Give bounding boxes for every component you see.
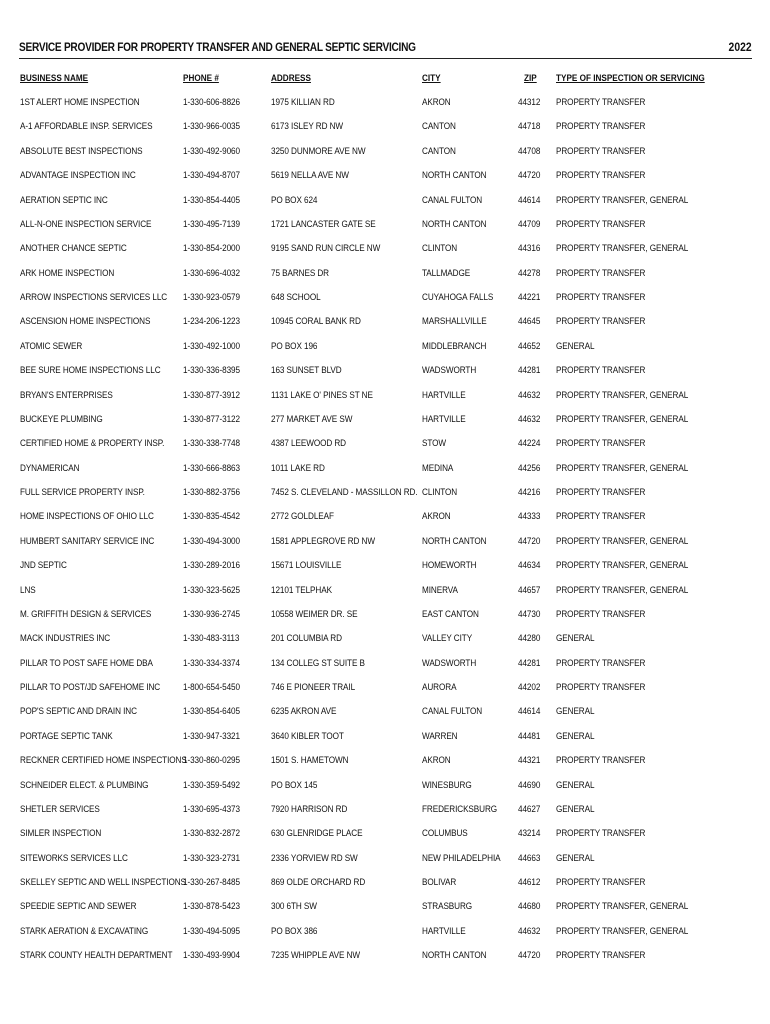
- business-name-cell: RECKNER CERTIFIED HOME INSPECTIONS: [20, 755, 187, 767]
- phone-cell: 1-330-936-2745: [183, 608, 240, 620]
- inspection-type-cell: GENERAL: [556, 633, 595, 645]
- zip-cell: 44663: [518, 852, 541, 864]
- address-cell: 746 E PIONEER TRAIL: [271, 682, 356, 693]
- phone-cell: 1-330-860-0295: [183, 755, 240, 767]
- address-cell: 5619 NELLA AVE NW: [271, 170, 349, 182]
- city-cell: EAST CANTON: [422, 608, 479, 620]
- zip-cell: 44312: [518, 97, 541, 108]
- city-cell: TALLMADGE: [422, 267, 471, 279]
- zip-cell: 44216: [518, 487, 541, 498]
- business-name-cell: ANOTHER CHANCE SEPTIC: [20, 243, 127, 255]
- table-row: [0, 676, 770, 700]
- city-cell: WARREN: [422, 730, 458, 742]
- address-cell: 6235 AKRON AVE: [271, 706, 337, 718]
- city-cell: WINESBURG: [422, 779, 472, 791]
- inspection-type-cell: PROPERTY TRANSFER, GENERAL: [556, 535, 689, 547]
- table-row: [0, 944, 770, 968]
- table-row: [0, 579, 770, 603]
- business-name-cell: SCHNEIDER ELECT. & PLUMBING: [20, 779, 149, 791]
- zip-cell: 44256: [518, 462, 541, 474]
- city-cell: MEDINA: [422, 462, 454, 474]
- business-name-cell: STARK COUNTY HEALTH DEPARTMENT: [20, 950, 173, 962]
- business-name-cell: PORTAGE SEPTIC TANK: [20, 730, 113, 742]
- table-row: [0, 774, 770, 798]
- column-header-address: ADDRESS: [271, 73, 311, 84]
- business-name-cell: JND SEPTIC: [20, 560, 67, 572]
- zip-cell: 44730: [518, 608, 541, 620]
- table-row: [0, 286, 770, 310]
- address-cell: 1501 S. HAMETOWN: [271, 755, 349, 767]
- zip-cell: 44333: [518, 511, 541, 523]
- city-cell: NORTH CANTON: [422, 218, 487, 230]
- zip-cell: 44278: [518, 267, 541, 279]
- inspection-type-cell: PROPERTY TRANSFER, GENERAL: [556, 901, 689, 913]
- inspection-type-cell: GENERAL: [556, 340, 595, 352]
- zip-cell: 44657: [518, 584, 541, 596]
- zip-cell: 44634: [518, 560, 541, 572]
- business-name-cell: ARROW INSPECTIONS SERVICES LLC: [20, 292, 168, 303]
- zip-cell: 44481: [518, 730, 541, 742]
- city-cell: NORTH CANTON: [422, 950, 487, 962]
- business-name-cell: HOME INSPECTIONS OF OHIO LLC: [20, 511, 154, 523]
- table-row: [0, 359, 770, 383]
- phone-cell: 1-330-338-7748: [183, 438, 240, 450]
- address-cell: 201 COLUMBIA RD: [271, 633, 342, 645]
- city-cell: AKRON: [422, 755, 451, 767]
- city-cell: HOMEWORTH: [422, 560, 477, 572]
- table-row: [0, 262, 770, 286]
- phone-cell: 1-330-492-1000: [183, 340, 240, 352]
- phone-cell: 1-330-882-3756: [183, 487, 240, 498]
- address-cell: 134 COLLEG ST SUITE B: [271, 657, 365, 669]
- phone-cell: 1-330-334-3374: [183, 657, 240, 669]
- inspection-type-cell: PROPERTY TRANSFER: [556, 121, 646, 133]
- zip-cell: 44632: [518, 413, 541, 425]
- city-cell: MINERVA: [422, 584, 458, 596]
- inspection-type-cell: GENERAL: [556, 852, 595, 864]
- phone-cell: 1-330-854-2000: [183, 243, 240, 255]
- address-cell: 7452 S. CLEVELAND - MASSILLON RD.: [271, 487, 418, 498]
- business-name-cell: MACK INDUSTRIES INC: [20, 633, 111, 645]
- business-name-cell: STARK AERATION & EXCAVATING: [20, 925, 149, 937]
- address-cell: 869 OLDE ORCHARD RD: [271, 877, 366, 888]
- column-header-zip: ZIP: [524, 73, 537, 84]
- table-row: [0, 822, 770, 846]
- phone-cell: 1-330-666-8863: [183, 462, 240, 474]
- inspection-type-cell: PROPERTY TRANSFER: [556, 511, 646, 523]
- city-cell: CANTON: [422, 145, 456, 157]
- zip-cell: 44680: [518, 901, 541, 913]
- phone-cell: 1-330-923-0579: [183, 292, 240, 303]
- table-row: [0, 700, 770, 724]
- zip-cell: 44720: [518, 535, 541, 547]
- zip-cell: 44321: [518, 755, 541, 767]
- business-name-cell: SPEEDIE SEPTIC AND SEWER: [20, 901, 137, 913]
- zip-cell: 44645: [518, 316, 541, 328]
- table-row: [0, 237, 770, 261]
- zip-cell: 44202: [518, 682, 541, 693]
- zip-cell: 44652: [518, 340, 541, 352]
- inspection-type-cell: PROPERTY TRANSFER: [556, 438, 646, 450]
- phone-cell: 1-330-947-3321: [183, 730, 240, 742]
- phone-cell: 1-330-832-2872: [183, 828, 240, 840]
- inspection-type-cell: PROPERTY TRANSFER: [556, 365, 646, 377]
- city-cell: CLINTON: [422, 243, 458, 255]
- table-row: [0, 213, 770, 237]
- table-row: [0, 505, 770, 529]
- business-name-cell: DYNAMERICAN: [20, 462, 80, 474]
- phone-cell: 1-330-495-7139: [183, 218, 240, 230]
- inspection-type-cell: PROPERTY TRANSFER, GENERAL: [556, 243, 689, 255]
- address-cell: PO BOX 145: [271, 779, 318, 791]
- table-row: [0, 189, 770, 213]
- inspection-type-cell: PROPERTY TRANSFER, GENERAL: [556, 560, 689, 572]
- address-cell: 277 MARKET AVE SW: [271, 413, 353, 425]
- table-row: [0, 310, 770, 334]
- business-name-cell: LNS: [20, 584, 36, 596]
- zip-cell: 44632: [518, 925, 541, 937]
- address-cell: 163 SUNSET BLVD: [271, 365, 342, 377]
- zip-cell: 44221: [518, 292, 541, 303]
- business-name-cell: ASCENSION HOME INSPECTIONS: [20, 316, 151, 328]
- table-row: [0, 408, 770, 432]
- inspection-type-cell: PROPERTY TRANSFER: [556, 657, 646, 669]
- table-row: [0, 847, 770, 871]
- inspection-type-cell: GENERAL: [556, 803, 595, 815]
- zip-cell: 44612: [518, 877, 541, 888]
- phone-cell: 1-330-336-8395: [183, 365, 240, 377]
- zip-cell: 44224: [518, 438, 541, 450]
- table-row: [0, 652, 770, 676]
- inspection-type-cell: PROPERTY TRANSFER: [556, 950, 646, 962]
- city-cell: NORTH CANTON: [422, 535, 487, 547]
- city-cell: NORTH CANTON: [422, 170, 487, 182]
- table-row: [0, 432, 770, 456]
- phone-cell: 1-330-966-0035: [183, 121, 240, 133]
- page-year: 2022: [728, 42, 752, 54]
- address-cell: 1581 APPLEGROVE RD NW: [271, 535, 375, 547]
- business-name-cell: A-1 AFFORDABLE INSP. SERVICES: [20, 121, 153, 133]
- inspection-type-cell: GENERAL: [556, 730, 595, 742]
- address-cell: 10945 CORAL BANK RD: [271, 316, 361, 328]
- phone-cell: 1-330-323-5625: [183, 584, 240, 596]
- address-cell: 2336 YORVIEW RD SW: [271, 852, 358, 864]
- city-cell: WADSWORTH: [422, 365, 477, 377]
- address-cell: PO BOX 624: [271, 194, 318, 206]
- table-row: [0, 895, 770, 919]
- inspection-type-cell: PROPERTY TRANSFER: [556, 145, 646, 157]
- zip-cell: 44627: [518, 803, 541, 815]
- city-cell: AKRON: [422, 511, 451, 523]
- table-row: [0, 164, 770, 188]
- zip-cell: 44316: [518, 243, 541, 255]
- phone-cell: 1-330-323-2731: [183, 852, 240, 864]
- zip-cell: 44720: [518, 170, 541, 182]
- city-cell: CANTON: [422, 121, 456, 133]
- address-cell: 1721 LANCASTER GATE SE: [271, 218, 376, 230]
- inspection-type-cell: PROPERTY TRANSFER, GENERAL: [556, 462, 689, 474]
- table-row: [0, 627, 770, 651]
- business-name-cell: PILLAR TO POST SAFE HOME DBA: [20, 657, 153, 669]
- page-title: SERVICE PROVIDER FOR PROPERTY TRANSFER AND GENERAL SEPTIC SERVICING: [19, 42, 416, 54]
- city-cell: AURORA: [422, 682, 457, 693]
- inspection-type-cell: PROPERTY TRANSFER: [556, 487, 646, 498]
- address-cell: PO BOX 196: [271, 340, 318, 352]
- phone-cell: 1-234-206-1223: [183, 316, 240, 328]
- business-name-cell: AERATION SEPTIC INC: [20, 194, 108, 206]
- city-cell: BOLIVAR: [422, 877, 457, 888]
- business-name-cell: POP'S SEPTIC AND DRAIN INC: [20, 706, 137, 718]
- zip-cell: 43214: [518, 828, 541, 840]
- phone-cell: 1-330-606-8826: [183, 97, 240, 108]
- inspection-type-cell: PROPERTY TRANSFER, GENERAL: [556, 584, 689, 596]
- city-cell: HARTVILLE: [422, 389, 466, 401]
- address-cell: 7920 HARRISON RD: [271, 803, 348, 815]
- phone-cell: 1-330-494-8707: [183, 170, 240, 182]
- zip-cell: 44632: [518, 389, 541, 401]
- table-row: [0, 725, 770, 749]
- address-cell: 4387 LEEWOOD RD: [271, 438, 346, 450]
- inspection-type-cell: PROPERTY TRANSFER, GENERAL: [556, 413, 689, 425]
- inspection-type-cell: PROPERTY TRANSFER, GENERAL: [556, 925, 689, 937]
- table-row: [0, 115, 770, 139]
- phone-cell: 1-330-267-8485: [183, 877, 240, 888]
- city-cell: CUYAHOGA FALLS: [422, 292, 494, 303]
- table-row: [0, 457, 770, 481]
- address-cell: 1011 LAKE RD: [271, 462, 325, 474]
- inspection-type-cell: PROPERTY TRANSFER, GENERAL: [556, 389, 689, 401]
- city-cell: HARTVILLE: [422, 413, 466, 425]
- table-row: [0, 530, 770, 554]
- zip-cell: 44281: [518, 365, 541, 377]
- address-cell: 15671 LOUISVILLE: [271, 560, 342, 572]
- phone-cell: 1-330-483-3113: [183, 633, 240, 645]
- zip-cell: 44709: [518, 218, 541, 230]
- inspection-type-cell: PROPERTY TRANSFER: [556, 292, 646, 303]
- business-name-cell: HUMBERT SANITARY SERVICE INC: [20, 535, 155, 547]
- phone-cell: 1-330-854-4405: [183, 194, 240, 206]
- business-name-cell: SIMLER INSPECTION: [20, 828, 102, 840]
- city-cell: STOW: [422, 438, 447, 450]
- inspection-type-cell: PROPERTY TRANSFER: [556, 267, 646, 279]
- address-cell: 75 BARNES DR: [271, 267, 329, 279]
- phone-cell: 1-330-877-3912: [183, 389, 240, 401]
- city-cell: CANAL FULTON: [422, 194, 483, 206]
- phone-cell: 1-330-493-9904: [183, 950, 240, 962]
- phone-cell: 1-330-359-5492: [183, 779, 240, 791]
- phone-cell: 1-330-854-6405: [183, 706, 240, 718]
- phone-cell: 1-330-289-2016: [183, 560, 240, 572]
- column-header-business-name: BUSINESS NAME: [20, 73, 89, 84]
- inspection-type-cell: PROPERTY TRANSFER: [556, 828, 646, 840]
- business-name-cell: ARK HOME INSPECTION: [20, 267, 115, 279]
- title-rule: [19, 58, 752, 59]
- table-row: [0, 384, 770, 408]
- phone-cell: 1-800-654-5450: [183, 682, 240, 693]
- zip-cell: 44614: [518, 194, 541, 206]
- zip-cell: 44281: [518, 657, 541, 669]
- provider-table: [0, 91, 770, 969]
- business-name-cell: PILLAR TO POST/JD SAFEHOME INC: [20, 682, 161, 693]
- inspection-type-cell: PROPERTY TRANSFER: [556, 316, 646, 328]
- business-name-cell: BRYAN'S ENTERPRISES: [20, 389, 113, 401]
- address-cell: 300 6TH SW: [271, 901, 317, 913]
- address-cell: 6173 ISLEY RD NW: [271, 121, 344, 133]
- table-row: [0, 91, 770, 115]
- city-cell: VALLEY CITY: [422, 633, 473, 645]
- city-cell: COLUMBUS: [422, 828, 468, 840]
- table-row: [0, 554, 770, 578]
- zip-cell: 44690: [518, 779, 541, 791]
- address-cell: 1975 KILLIAN RD: [271, 97, 335, 108]
- address-cell: PO BOX 386: [271, 925, 318, 937]
- address-cell: 630 GLENRIDGE PLACE: [271, 828, 363, 840]
- city-cell: MIDDLEBRANCH: [422, 340, 487, 352]
- business-name-cell: BEE SURE HOME INSPECTIONS LLC: [20, 365, 161, 377]
- zip-cell: 44614: [518, 706, 541, 718]
- inspection-type-cell: PROPERTY TRANSFER: [556, 682, 646, 693]
- phone-cell: 1-330-492-9060: [183, 145, 240, 157]
- business-name-cell: 1ST ALERT HOME INSPECTION: [20, 97, 140, 108]
- address-cell: 648 SCHOOL: [271, 292, 321, 303]
- city-cell: AKRON: [422, 97, 451, 108]
- phone-cell: 1-330-835-4542: [183, 511, 240, 523]
- business-name-cell: ATOMIC SEWER: [20, 340, 83, 352]
- business-name-cell: ABSOLUTE BEST INSPECTIONS: [20, 145, 143, 157]
- table-row: [0, 335, 770, 359]
- phone-cell: 1-330-494-3000: [183, 535, 240, 547]
- address-cell: 10558 WEIMER DR. SE: [271, 608, 358, 620]
- address-cell: 9195 SAND RUN CIRCLE NW: [271, 243, 381, 255]
- phone-cell: 1-330-878-5423: [183, 901, 240, 913]
- inspection-type-cell: GENERAL: [556, 779, 595, 791]
- inspection-type-cell: PROPERTY TRANSFER: [556, 877, 646, 888]
- table-row: [0, 603, 770, 627]
- phone-cell: 1-330-696-4032: [183, 267, 240, 279]
- zip-cell: 44720: [518, 950, 541, 962]
- city-cell: FREDERICKSBURG: [422, 803, 498, 815]
- city-cell: NEW PHILADELPHIA: [422, 852, 501, 864]
- address-cell: 3640 KIBLER TOOT: [271, 730, 344, 742]
- business-name-cell: BUCKEYE PLUMBING: [20, 413, 103, 425]
- business-name-cell: FULL SERVICE PROPERTY INSP.: [20, 487, 145, 498]
- column-header-type: TYPE OF INSPECTION OR SERVICING: [556, 73, 705, 84]
- phone-cell: 1-330-877-3122: [183, 413, 240, 425]
- column-header-city: CITY: [422, 73, 441, 84]
- business-name-cell: M. GRIFFITH DESIGN & SERVICES: [20, 608, 152, 620]
- business-name-cell: SHETLER SERVICES: [20, 803, 100, 815]
- business-name-cell: CERTIFIED HOME & PROPERTY INSP.: [20, 438, 165, 450]
- zip-cell: 44708: [518, 145, 541, 157]
- table-row: [0, 749, 770, 773]
- city-cell: CANAL FULTON: [422, 706, 483, 718]
- inspection-type-cell: PROPERTY TRANSFER: [556, 97, 646, 108]
- business-name-cell: ADVANTAGE INSPECTION INC: [20, 170, 136, 182]
- inspection-type-cell: PROPERTY TRANSFER: [556, 608, 646, 620]
- inspection-type-cell: PROPERTY TRANSFER, GENERAL: [556, 194, 689, 206]
- address-cell: 2772 GOLDLEAF: [271, 511, 334, 523]
- city-cell: WADSWORTH: [422, 657, 477, 669]
- inspection-type-cell: PROPERTY TRANSFER: [556, 170, 646, 182]
- phone-cell: 1-330-695-4373: [183, 803, 240, 815]
- inspection-type-cell: GENERAL: [556, 706, 595, 718]
- table-row: [0, 481, 770, 505]
- city-cell: MARSHALLVILLE: [422, 316, 487, 328]
- city-cell: HARTVILLE: [422, 925, 466, 937]
- city-cell: CLINTON: [422, 487, 458, 498]
- column-header-phone: PHONE #: [183, 73, 219, 84]
- phone-cell: 1-330-494-5095: [183, 925, 240, 937]
- address-cell: 12101 TELPHAK: [271, 584, 332, 596]
- table-row: [0, 871, 770, 895]
- zip-cell: 44280: [518, 633, 541, 645]
- business-name-cell: ALL-N-ONE INSPECTION SERVICE: [20, 218, 152, 230]
- address-cell: 1131 LAKE O' PINES ST NE: [271, 389, 373, 401]
- table-row: [0, 140, 770, 164]
- business-name-cell: SITEWORKS SERVICES LLC: [20, 852, 128, 864]
- city-cell: STRASBURG: [422, 901, 473, 913]
- inspection-type-cell: PROPERTY TRANSFER: [556, 755, 646, 767]
- table-row: [0, 798, 770, 822]
- business-name-cell: SKELLEY SEPTIC AND WELL INSPECTIONS: [20, 877, 186, 888]
- inspection-type-cell: PROPERTY TRANSFER: [556, 218, 646, 230]
- zip-cell: 44718: [518, 121, 541, 133]
- address-cell: 7235 WHIPPLE AVE NW: [271, 950, 361, 962]
- table-row: [0, 920, 770, 944]
- address-cell: 3250 DUNMORE AVE NW: [271, 145, 366, 157]
